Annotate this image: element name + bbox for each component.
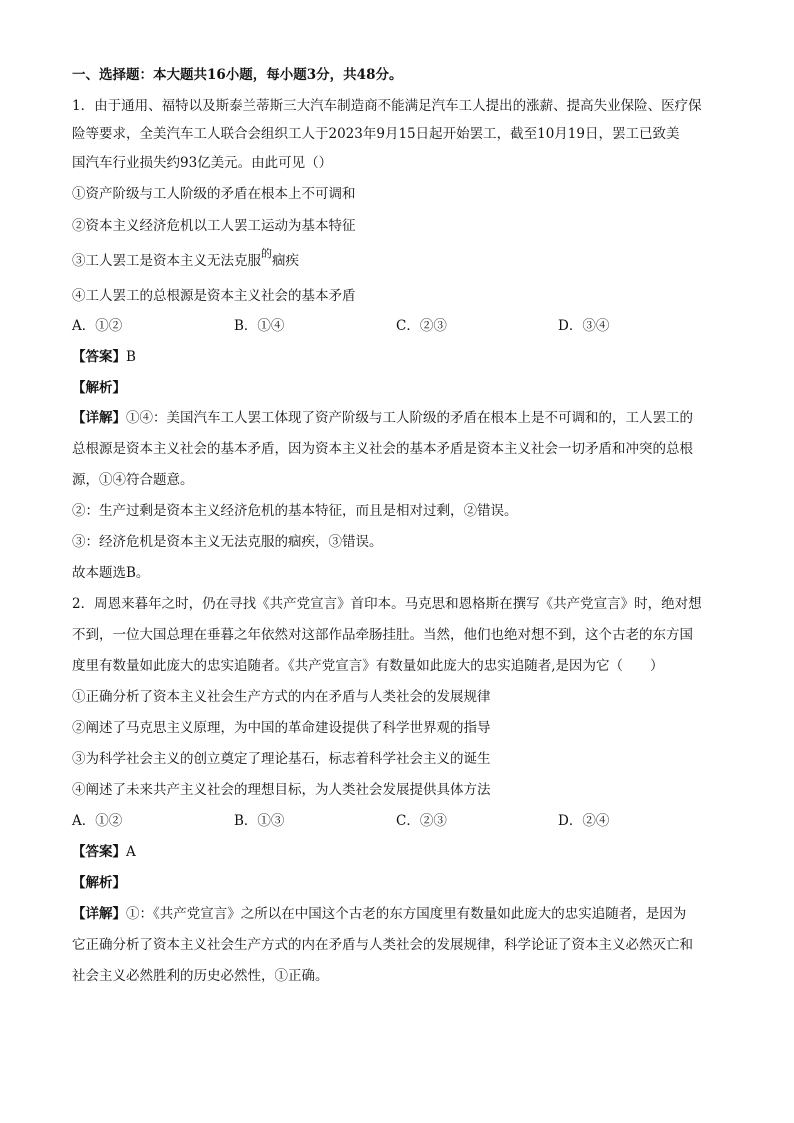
q2-answer bbox=[72, 837, 722, 868]
q1-statement-3-text: ③工人罢工是资本主义无法克服 bbox=[72, 253, 261, 269]
question-1 bbox=[72, 92, 722, 589]
q2-option-c: C．②③ bbox=[396, 813, 447, 829]
exam-page bbox=[72, 62, 722, 992]
q1-statement-2: ②资本主义经济危机以工人罢工运动为基本特征 bbox=[72, 218, 356, 234]
answer-label: 【答案】 bbox=[72, 349, 126, 365]
detail-label: 【详解】 bbox=[72, 410, 126, 426]
q1-detail-line-4: ②：生产过剩是资本主义经济危机的基本特征，而且是相对过剩，②错误。 bbox=[72, 503, 518, 519]
q1-detail-line-5: ③：经济危机是资本主义无法克服的痼疾，③错误。 bbox=[72, 534, 383, 550]
q1-stem-line-3: 国汽车行业损失约93亿美元。由此可见（） bbox=[72, 155, 333, 171]
q2-option-d: D．②④ bbox=[558, 813, 610, 829]
question-2 bbox=[72, 589, 722, 992]
q1-option-b: B．①④ bbox=[234, 318, 285, 334]
q2-statement-2: ②阐述了马克思主义原理，为中国的革命建设提供了科学世界观的指导 bbox=[72, 720, 491, 736]
q2-option-b: B．①③ bbox=[234, 813, 285, 829]
q2-answer-value: A bbox=[126, 844, 136, 860]
q2-stem-line-1: 2．周恩来暮年之时，仍在寻找《共产党宣言》首印本。马克思和恩格斯在撰写《共产党宣言》时，绝对想 bbox=[72, 596, 702, 612]
q1-option-a: A．①② bbox=[72, 318, 123, 334]
q1-stem-line-1: 1．由于通用、福特以及斯泰兰蒂斯三大汽车制造商不能满足汽车工人提出的涨薪、提高失业保险、医疗保 bbox=[72, 98, 702, 114]
q1-detail-text-1: ①④：美国汽车工人罢工体现了资产阶级与工人阶级的矛盾在根本上是不可调和的，工人罢工的 bbox=[126, 410, 693, 426]
q2-statement-4: ④阐述了未来共产主义社会的理想目标，为人类社会发展提供具体方法 bbox=[72, 782, 491, 798]
q2-statement-1: ①正确分析了资本主义社会生产方式的内在矛盾与人类社会的发展规律 bbox=[72, 689, 491, 705]
detail-label: 【详解】 bbox=[72, 906, 126, 922]
q1-statement-4: ④工人罢工的总根源是资本主义社会的基本矛盾 bbox=[72, 288, 356, 304]
q2-detail-line-1 bbox=[72, 899, 722, 930]
q1-answer bbox=[72, 341, 722, 373]
q1-stem-line-2: 险等要求，全美汽车工人联合会组织工人于2023年9月15日起开始罢工，截至10月19日，罢工已致美 bbox=[72, 126, 680, 142]
q1-option-c: C．②③ bbox=[396, 318, 447, 334]
q2-options bbox=[72, 806, 722, 837]
q1-statement-3 bbox=[72, 241, 722, 281]
q2-detail-line-2: 它正确分析了资本主义社会生产方式的内在矛盾与人类社会的发展规律，科学论证了资本主义必然灭亡和 bbox=[72, 937, 693, 953]
q2-analysis-label: 【解析】 bbox=[72, 875, 126, 891]
q1-statement-3-tail: 痼疾 bbox=[272, 253, 299, 269]
q1-conclusion: 故本题选B。 bbox=[72, 565, 150, 581]
q2-option-a: A．①② bbox=[72, 813, 123, 829]
q1-detail-line-3: 源，①④符合题意。 bbox=[72, 472, 194, 488]
answer-label: 【答案】 bbox=[72, 844, 126, 860]
q1-options bbox=[72, 311, 722, 341]
q2-detail-line-3: 社会主义必然胜利的历史必然性，①正确。 bbox=[72, 968, 329, 984]
q2-stem-line-3: 度里有数量如此庞大的忠实追随者。《共产党宣言》有数量如此庞大的忠实追随者,是因为它（ ） bbox=[72, 658, 664, 674]
q2-statement-3: ③为科学社会主义的创立奠定了理论基石，标志着科学社会主义的诞生 bbox=[72, 751, 491, 767]
q1-statement-1: ①资产阶级与工人阶级的矛盾在根本上不可调和 bbox=[72, 186, 356, 202]
section-title: 一、选择题：本大题共16小题，每小题3分，共48分。 bbox=[72, 67, 403, 83]
q1-answer-value: B bbox=[126, 349, 136, 365]
q1-detail-line-1 bbox=[72, 403, 722, 434]
q1-option-d: D．③④ bbox=[558, 318, 610, 334]
q1-statement-3-sup: 的 bbox=[261, 247, 272, 260]
q1-analysis-label: 【解析】 bbox=[72, 380, 126, 396]
q1-detail-line-2: 总根源是资本主义社会的基本矛盾，因为资本主义社会的基本矛盾是资本主义社会一切矛盾和冲突的总根 bbox=[72, 441, 693, 457]
q2-detail-text-1: ①：《共产党宣言》之所以在中国这个古老的东方国度里有数量如此庞大的忠实追随者，是因为 bbox=[126, 906, 687, 922]
q2-stem-line-2: 不到，一位大国总理在垂暮之年依然对这部作品牵肠挂肚。当然，他们也绝对想不到，这个古老的东方国 bbox=[72, 627, 693, 643]
